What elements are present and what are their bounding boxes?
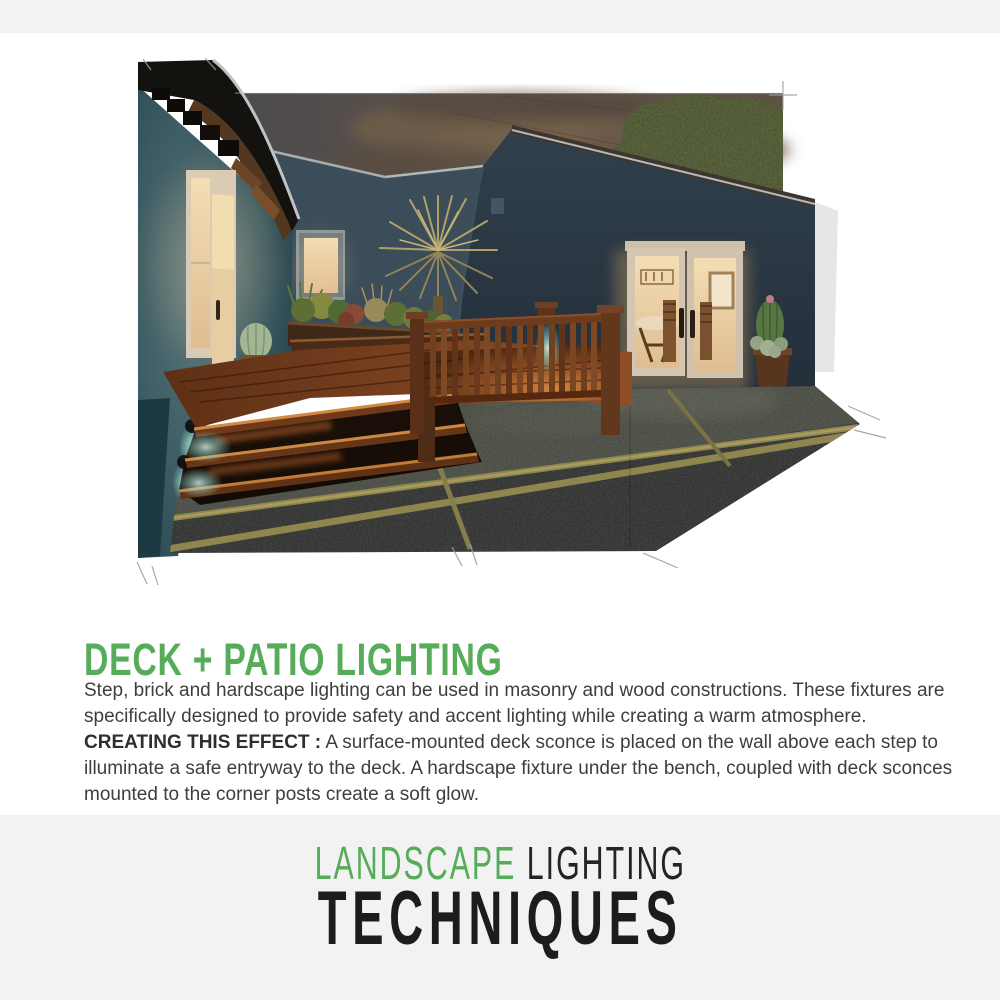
effect-label: CREATING THIS EFFECT : — [84, 732, 322, 753]
page-title: DECK + PATIO LIGHTING — [84, 634, 503, 686]
side-panel — [815, 202, 838, 372]
brand-word-lighting: LIGHTING — [526, 837, 686, 889]
french-doors — [615, 241, 749, 392]
brand-title: TECHNIQUES — [317, 876, 683, 961]
brand-word-landscape: LANDSCAPE — [314, 837, 517, 889]
effect-text: A surface-mounted deck sconce is placed on the wall above each step to illuminate a safe entryway to the deck. A hardscape fixture under the bench, coupled with deck sconces mounted to the corner posts create a soft glow. — [84, 732, 953, 805]
intro-paragraph: Step, brick and hardscape lighting can be used in masonry and wood constructions. These fixtures are specifically designed to provide safety and accent lighting while creating a warm atmosphere. — [84, 680, 945, 727]
effect-paragraph — [84, 730, 954, 808]
